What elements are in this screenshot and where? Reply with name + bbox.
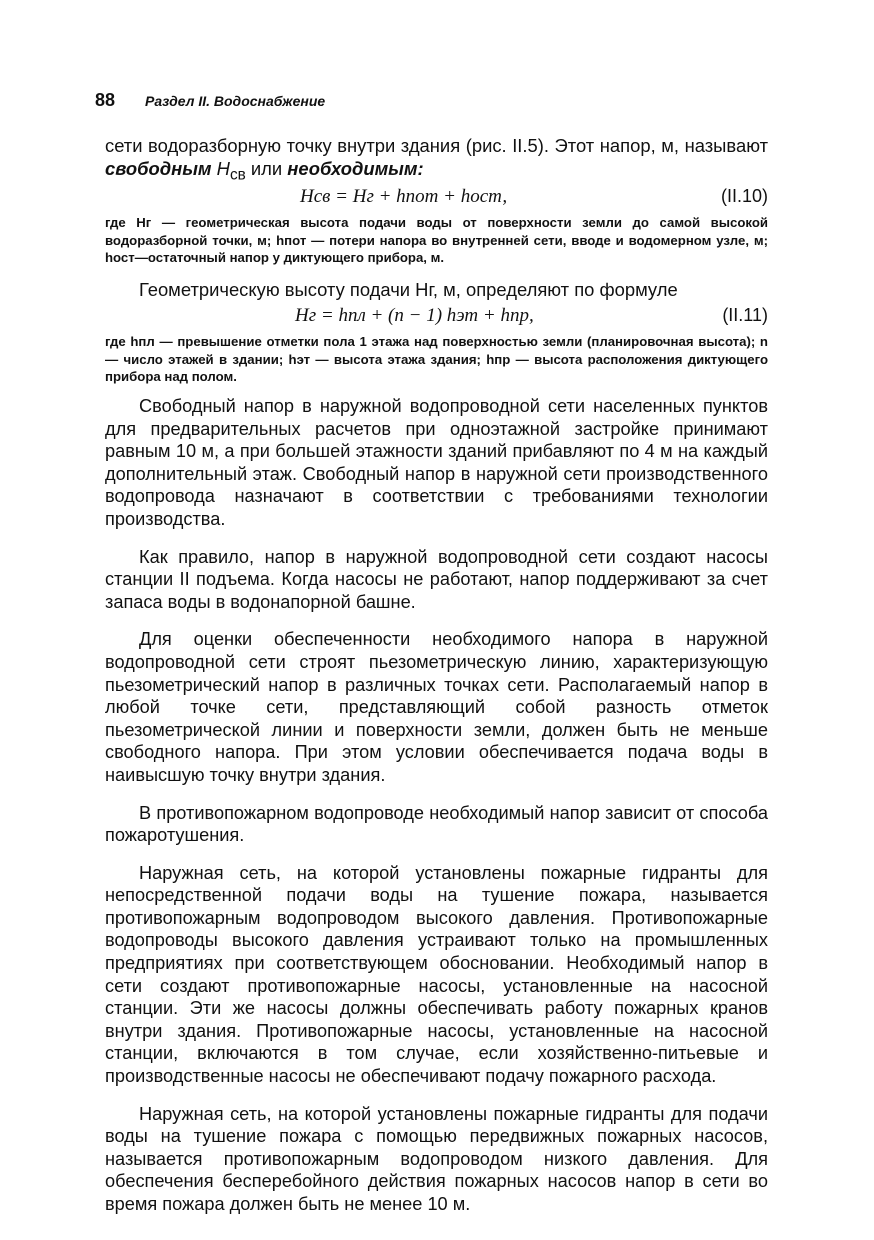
geometric-height-text: Геометрическую высоту подачи Hг, м, определяют по формуле — [139, 279, 678, 300]
formula-ii-10-expression: Hсв = Hг + hпот + hост, — [300, 186, 508, 207]
paragraph-pumps: Как правило, напор в наружной водопроводной сети создают насосы станции II подъема. Когда насосы не работают, напор поддерживают за счет запаса воды в водонапорной башне. — [105, 546, 768, 612]
paragraph-free-head: Свободный напор в наружной водопроводной сети населенных пунктов для предварительных расчетов при одноэтажной застройке принимают равным 10 м, а при большей этажности зданий прибавляют по 4 м на каждый дополнительный этаж. Свободный напор в наружной сети производственного водопровода назначают в соответствии с требованиями технологии производства. — [105, 396, 768, 529]
formula-ii-10-number: (II.10) — [720, 186, 768, 206]
paragraph-low-pressure-start: Наружная сеть, на которой установлены пожарные гидранты для подачи воды на тушение пожара с помощью передвижных пожарных насосов, называется — [105, 1103, 768, 1169]
paragraph-high-pressure-end: Противопожарные водопроводы высокого давления устраивают только на промышленных предприятиях при соответствующем обосновании. Необходимый напор в сети создают противопожарные насосы, установленные на насосной станции. Эти же насосы должны обеспечивать работу пожарных кранов внутри здания. Противопожарные насосы, установленные на насосной станции, включаются в том случае, если хозяйственно-питьевые и производственные насосы не обеспечивают подачу пожарного расхода. — [105, 907, 769, 1087]
paragraph-high-pressure-start: Наружная сеть, на которой установлены пожарные гидранты для непосредственной подачи воды на тушение пожара, называется — [105, 862, 768, 906]
page-number: 88 — [95, 90, 116, 110]
paragraph-fire-supply: В противопожарном водопроводе необходимый напор зависит от способа пожаротушения. — [105, 802, 768, 846]
paragraph-piezometric-start: Для оценки обеспеченности необходимого напора в наружной водопроводной сети строят пьезометрическую линию, характеризующую пьезометрический напор в различных точках сети. — [105, 629, 768, 695]
note-1-text: где Hг — геометрическая высота подачи воды от поверхности земли до самой высокой водоразборной точки, м; hпот — потери напора во внутренней сети, вводе и водомерном узле, м; hост—остаточный напор у диктующего прибора, м. — [105, 215, 768, 265]
note-2-text: где hпл — превышение отметки пола 1 этажа над поверхностью земли (планировочная высота); n — число этажей в здании; hэт — высота этажа здания; hпр — высота расположения диктующего прибора над полом. — [105, 334, 768, 384]
main-text — [105, 395, 768, 1231]
symbol-h-sub: св — [229, 166, 246, 184]
intro-line-1: сети водоразборную точку внутри здания (рис. II.5). Этот напор, — [105, 135, 656, 156]
formula-ii-11-expression: Hг = hпл + (n − 1) hэт + hпр, — [295, 305, 534, 326]
symbol-h: H — [211, 157, 230, 179]
paragraph-high-pressure — [105, 862, 768, 1088]
paragraph-piezometric-end: в любой точке сети, представляющий собой разность отметок пьезометрической линии и поверхности земли, должен быть не меньше свободного напора. При этом условии обеспечивается подача воды в наивысшую точку внутри здания. — [105, 674, 768, 785]
term-high-pressure: противопожарным водопроводом высокого давления. — [105, 907, 596, 928]
paragraph-low-pressure-end: Для обеспечения бесперебойного действия пожарных насосов напор в сети во время пожара должен быть не менее 10 м. — [105, 1148, 768, 1214]
paragraph-piezometric — [105, 628, 768, 786]
term-low-pressure: противопожарным водопроводом низкого давления. — [223, 1148, 715, 1169]
section-title: Раздел II. Водоснабжение — [145, 93, 326, 109]
paragraph-low-pressure — [105, 1103, 768, 1216]
term-available-head: Располагаемый напор — [558, 674, 750, 695]
term-required-head: необходимым: — [287, 157, 424, 179]
note-formula-ii-10 — [105, 214, 768, 267]
intro-paragraph — [105, 135, 768, 187]
running-header — [95, 90, 775, 116]
intro-line-2-prefix: м, называют — [661, 135, 769, 156]
term-free-head: свободным — [105, 157, 212, 179]
intro-line-2-mid: или — [245, 157, 288, 179]
note-formula-ii-11 — [105, 333, 768, 386]
formula-ii-11 — [105, 303, 768, 331]
geometric-height-intro — [105, 279, 768, 302]
formula-ii-10 — [105, 184, 768, 212]
formula-ii-11-number: (II.11) — [722, 305, 768, 325]
